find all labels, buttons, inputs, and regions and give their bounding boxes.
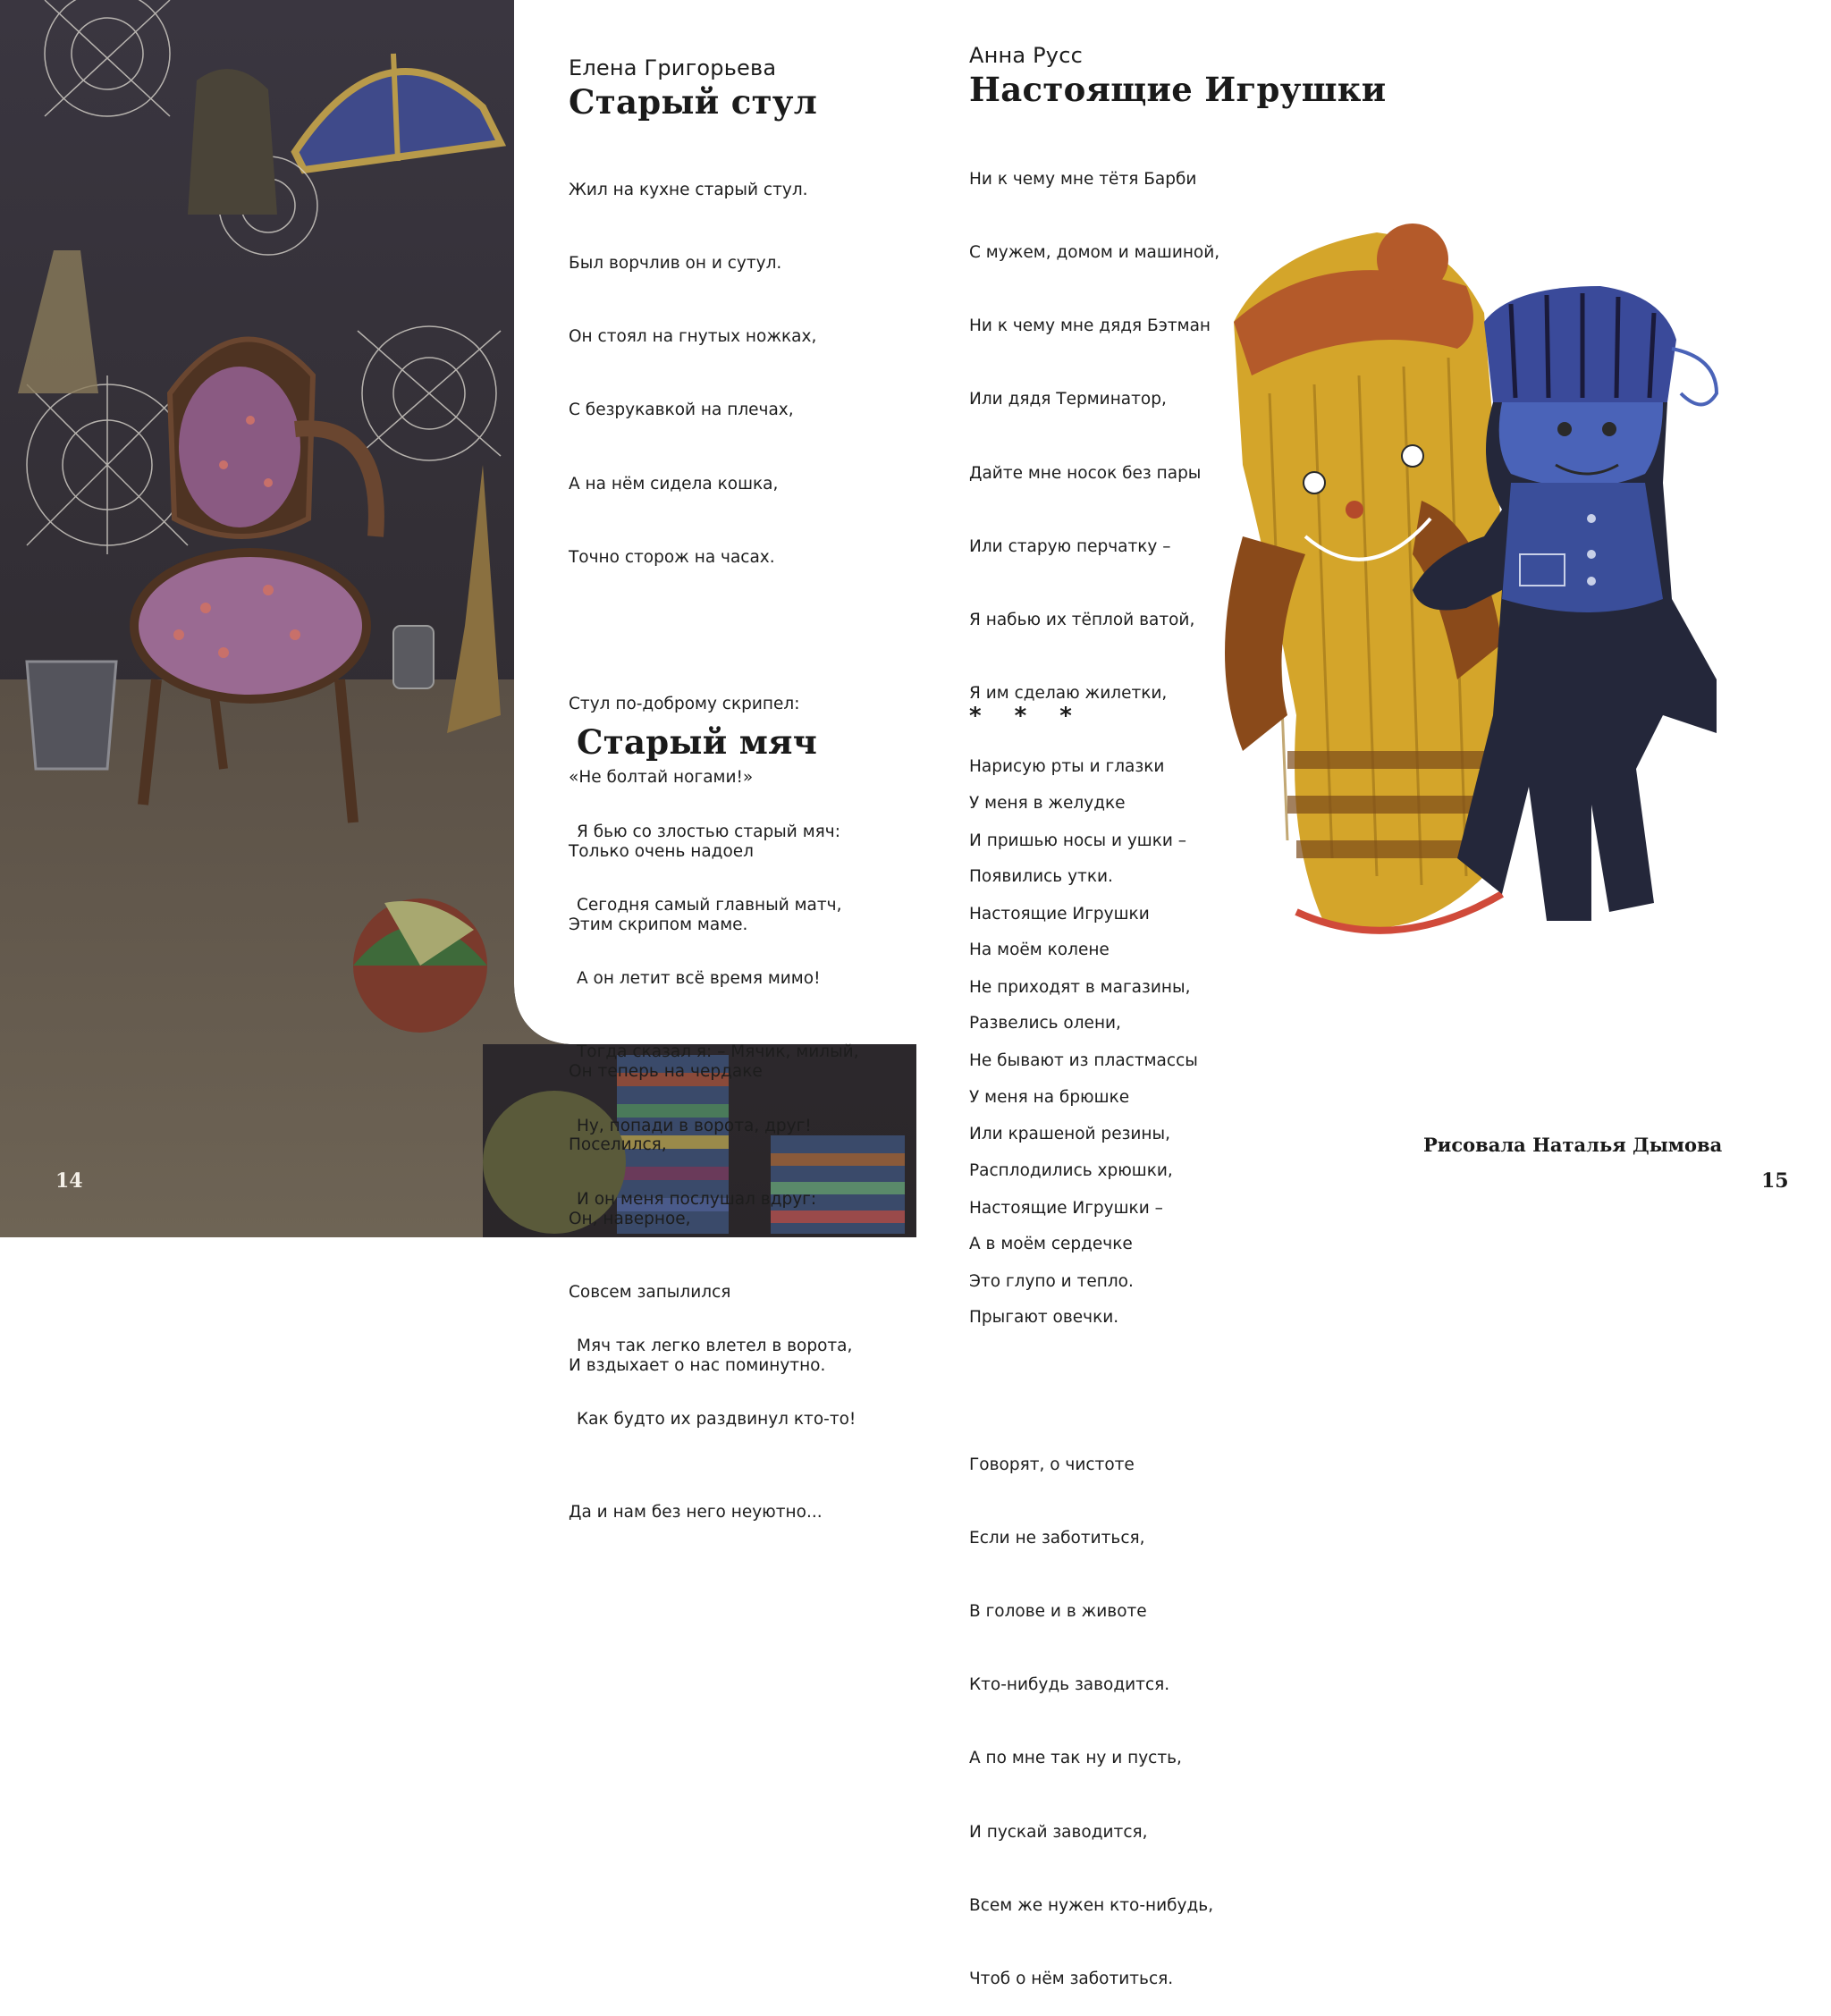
verse-line: А он летит всё время мимо! <box>577 969 821 989</box>
verse-line: Кто-нибудь заводится. <box>969 1675 1170 1695</box>
verse-line: Мяч так легко влетел в ворота, <box>577 1337 853 1356</box>
verse-line: Я им сделаю жилетки, <box>969 684 1168 704</box>
verse-line: Всем же нужен кто-нибудь, <box>969 1895 1214 1915</box>
page-number-left: 14 <box>55 1169 83 1193</box>
verse-line: Тогда сказал я: – Мячик, милый, <box>577 1042 859 1062</box>
verse-line: Ну, попади в ворота, друг! <box>577 1116 812 1135</box>
verse-line: Этим скрипом маме. <box>569 915 748 934</box>
verse-line: Он, наверное, <box>569 1209 691 1228</box>
verse-line: С безрукавкой на плечах, <box>569 401 794 420</box>
poem2-text <box>577 771 859 1456</box>
verse-line: Да и нам без него неуютно... <box>569 1503 823 1523</box>
verse-line: А на нём сидела кошка, <box>569 474 779 493</box>
verse-line: А по мне так ну и пусть, <box>969 1749 1182 1768</box>
verse-line: Появились утки. <box>969 867 1113 887</box>
verse-line <box>569 619 825 643</box>
poem3-title: Настоящие Игрушки <box>969 70 1387 109</box>
verse-line: А в моём сердечке <box>969 1235 1133 1254</box>
verse-line: Если не заботиться, <box>969 1528 1145 1548</box>
verse-line: Или старую перчатку – <box>969 536 1171 556</box>
verse-line: Дайте мне носок без пары <box>969 463 1202 483</box>
verse-line: Сегодня самый главный матч, <box>577 896 842 915</box>
verse-line: И он меня послушал вдруг: <box>577 1189 817 1209</box>
poem1-author: Елена Григорьева <box>569 55 777 80</box>
verse-line: Поселился, <box>569 1135 667 1155</box>
verse-line: Стул по-доброму скрипел: <box>569 695 800 714</box>
verse-line: «Не болтай ногами!» <box>569 768 754 788</box>
verse-line: И пришью носы и ушки – <box>969 831 1187 850</box>
verse-line: Ни к чему мне дядя Бэтман <box>969 316 1211 336</box>
old-ball <box>353 898 487 1033</box>
verse-line: Ни к чему мне тётя Барби <box>969 169 1197 189</box>
verse-line: Это глупо и тепло. <box>969 1271 1134 1291</box>
verse-line: Я набью их тёплой ватой, <box>969 611 1195 630</box>
verse-line: Прыгают овечки. <box>969 1308 1119 1328</box>
verse-line: Или крашеной резины, <box>969 1125 1171 1144</box>
verse-line: И пускай заводится, <box>969 1822 1148 1842</box>
poem2-title: Старый мяч <box>577 722 818 762</box>
verse-line: Совсем запылился <box>569 1282 731 1302</box>
verse-line: Как будто их раздвинул кто-то! <box>577 1410 856 1430</box>
poem3-author: Анна Русс <box>969 43 1084 68</box>
verse-line: Был ворчлив он и сутул. <box>569 254 782 274</box>
poem1-title: Старый стул <box>569 82 818 122</box>
verse-line: Он теперь на чердаке <box>569 1062 763 1082</box>
verse-line: Только очень надоел <box>569 841 754 861</box>
verse-line <box>577 1261 859 1285</box>
verse-line: Жил на кухне старый стул. <box>569 180 808 199</box>
verse-line: Он стоял на гнутых ножках, <box>569 327 817 347</box>
verse-line <box>969 1379 1213 1403</box>
verse-line: Не бывают из пластмассы <box>969 1051 1198 1071</box>
verse-line: Говорят, о чистоте <box>969 1455 1135 1474</box>
verse-line: Точно сторож на часах. <box>569 547 775 567</box>
verse-line: Расплодились хрюшки, <box>969 1160 1173 1180</box>
toys-illustration <box>1216 215 1824 1055</box>
page-number-right: 15 <box>1761 1169 1789 1193</box>
poem4-text <box>969 742 1213 2016</box>
verse-line: У меня в желудке <box>969 793 1126 813</box>
verse-line: Или дядя Терминатор, <box>969 390 1167 409</box>
verse-line: Настоящие Игрушки – <box>969 1198 1163 1218</box>
verse-line: На моём колене <box>969 941 1110 960</box>
verse-line: Настоящие Игрушки <box>969 904 1150 924</box>
verse-line: С мужем, домом и машиной, <box>969 243 1220 263</box>
poem4-asterisks: * * * <box>969 703 1084 730</box>
verse-line: Я бью со злостью старый мяч: <box>577 822 840 841</box>
illustrator-credit: Рисовала Наталья Дымова <box>1423 1134 1723 1156</box>
verse-line: Чтоб о нём заботиться. <box>969 1970 1174 1989</box>
verse-line: В голове и в животе <box>969 1602 1147 1622</box>
verse-line: У меня на брюшке <box>969 1087 1130 1107</box>
verse-line: Не приходят в магазины, <box>969 978 1191 998</box>
verse-line: Развелись олени, <box>969 1014 1121 1033</box>
verse-line: Нарисую рты и глазки <box>969 757 1165 777</box>
verse-line: И вздыхает о нас поминутно. <box>569 1356 826 1376</box>
